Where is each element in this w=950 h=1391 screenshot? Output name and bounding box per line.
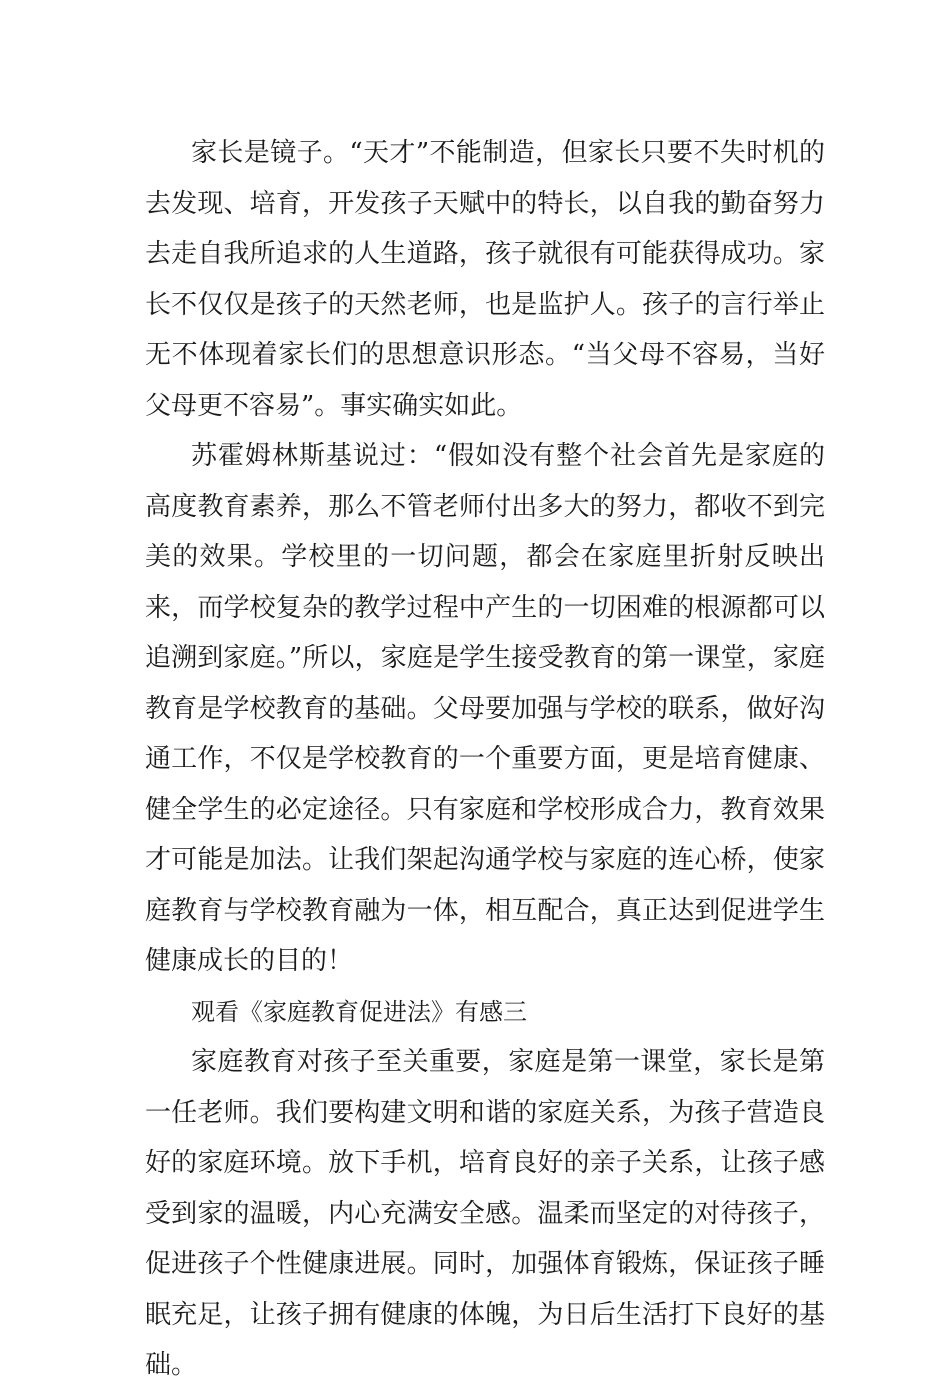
paragraph-sukhomlinsky-quote: 苏霍姆林斯基说过：“假如没有整个社会首先是家庭的高度教育素养，那么不管老师付出多大的努力，都收不到完美的效果。学校里的一切问题，都会在家庭里折射反映出来，而学校复杂的教学过程中产生的一切困难的根源都可以追溯到家庭。”所以，家庭是学生接受教育的第一课堂，家庭教育是学校教育的基础。父母要加强与学校的联系，做好沟通工作，不仅是学校教育的一个重要方面，更是培育健康、健全学生的必定途径。只有家庭和学校形成合力，教育效果才可能是加法。让我们架起沟通学校与家庭的连心桥，使家庭教育与学校教育融为一体，相互配合，真正达到促进学生健康成长的目的！ bbox=[145, 441, 825, 976]
paragraph-parent-mirror: 家长是镜子。“天才”不能制造，但家长只要不失时机的去发现、培育，开发孩子天赋中的特长，以自我的勤奋努力去走自我所追求的人生道路，孩子就很有可能获得成功。家长不仅仅是孩子的天然老师，也是监护人。孩子的言行举止无不体现着家长们的思想意识形态。“当父母不容易，当好父母更不容易”。事实确实如此。 bbox=[145, 138, 825, 421]
document-body bbox=[145, 128, 825, 1391]
section-heading: 观看《家庭教育促进法》有感三 bbox=[191, 997, 527, 1026]
paragraph-family-education: 家庭教育对孩子至关重要，家庭是第一课堂，家长是第一任老师。我们要构建文明和谐的家庭关系，为孩子营造良好的家庭环境。放下手机，培育良好的亲子关系，让孩子感受到家的温暖，内心充满安全感。温柔而坚定的对待孩子，促进孩子个性健康进展。同时，加强体育锻炼，保证孩子睡眠充足，让孩子拥有健康的体魄，为日后生活打下良好的基础。 bbox=[145, 1047, 825, 1380]
